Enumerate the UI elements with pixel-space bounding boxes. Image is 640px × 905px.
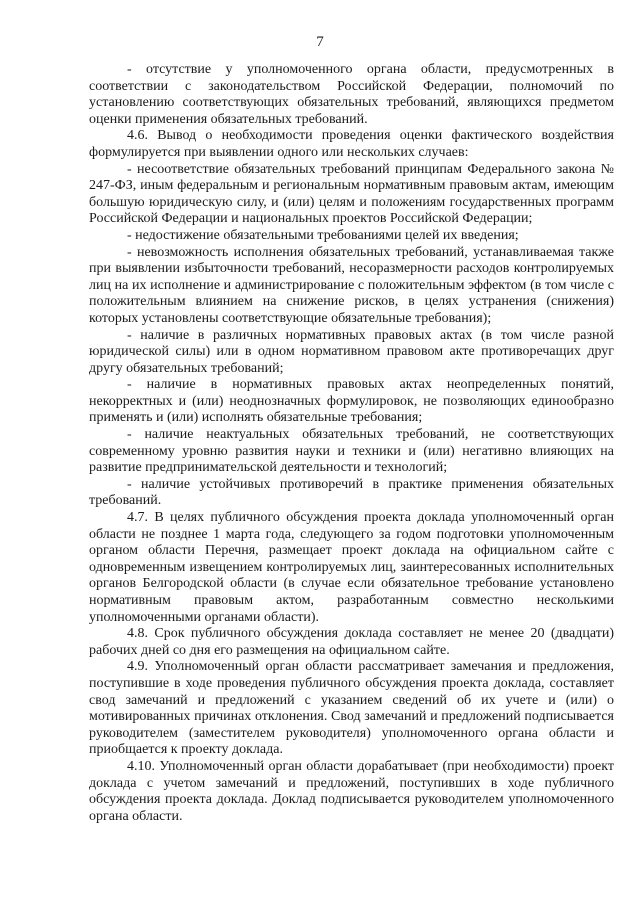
page-number: 7: [316, 34, 324, 50]
list-item-goals-not-achieved: - недостижение обязательными требованиями целей их введения;: [127, 227, 519, 243]
list-item-impossibility: - невозможность исполнения обязательных требований, устанавливаемая также при выявлении избыточности требований, несоразмерности расходов контролируемых лиц на их исполнение и администрирование с положительным эффектом (в том числе с положительным влиянием на снижение рисков, в целях устранения (снижения) которых установлены соответствующие обязательные требования);: [89, 244, 614, 326]
paragraph-absence-of-powers: - отсутствие у уполномоченного органа области, предусмотренных в соответствии с законодательством Российской Федерации, полномочий по установлению соответствующих обязательных требований, являющихся предметом оценки применения обязательных требований.: [89, 62, 614, 127]
paragraph-4-9: 4.9. Уполномоченный орган области рассматривает замечания и предложения, поступившие в ходе проведения публичного обсуждения проекта доклада, составляет свод замечаний и предложений с указанием сведений об их учете и (или) о мотивированных причинах отклонения. Свод замечаний и предложений подписывается руководителем (заместителем руководителя) уполномоченного органа области и приобщается к проекту доклада.: [89, 659, 614, 758]
list-item-practice-contradictions: - наличие устойчивых противоречий в практике применения обязательных требований.: [89, 476, 614, 509]
paragraph-4-10: 4.10. Уполномоченный орган области дорабатывает (при необходимости) проект доклада с учетом замечаний и предложений, поступивших в ходе публичного обсуждения проекта доклада. Доклад подписывается руководителем уполномоченного органа области.: [89, 758, 614, 824]
list-item-contradictions: - наличие в различных нормативных правовых актах (в том числе разной юридической силы) или в одном нормативном правовом акте противоречащих друг другу обязательных требований;: [89, 327, 614, 376]
list-item-inconsistency: - несоответствие обязательных требований принципам Федерального закона № 247-ФЗ, иным федеральным и региональным нормативным правовым актам, имеющим большую юридическую силу, и (или) целям и положениям государственных программ Российской Федерации и национальных проектов Российской Федерации;: [89, 161, 614, 227]
paragraph-4-8: 4.8. Срок публичного обсуждения доклада составляет не менее 20 (двадцати) рабочих дней со дня его размещения на официальном сайте.: [89, 626, 614, 658]
list-item-outdated: - наличие неактуальных обязательных требований, не соответствующих современному уровню развития науки и техники и (или) негативно влияющих на развитие предпринимательской деятельности и технологий;: [89, 427, 614, 476]
list-item-vague-terms: - наличие в нормативных правовых актах неопределенных понятий, некорректных и (или) неоднозначных формулировок, не позволяющих единообразно применять и (или) исполнять обязательные требования;: [89, 377, 614, 426]
paragraph-4-7: 4.7. В целях публичного обсуждения проекта доклада уполномоченный орган области не позднее 1 марта года, следующего за годом подготовки уполномоченным органом области Перечня, размещает проект доклада на официальном сайте с одновременным извещением контролируемых лиц, заинтересованных исполнительных органов Белгородской области (в случае если обязательное требование установлено нормативным правовым актом, разработанным совместно несколькими уполномоченными органами области).: [89, 510, 614, 625]
document-body: [89, 62, 614, 825]
paragraph-4-6: 4.6. Вывод о необходимости проведения оценки фактического воздействия формулируется при выявлении одного или нескольких случаев:: [89, 128, 614, 160]
